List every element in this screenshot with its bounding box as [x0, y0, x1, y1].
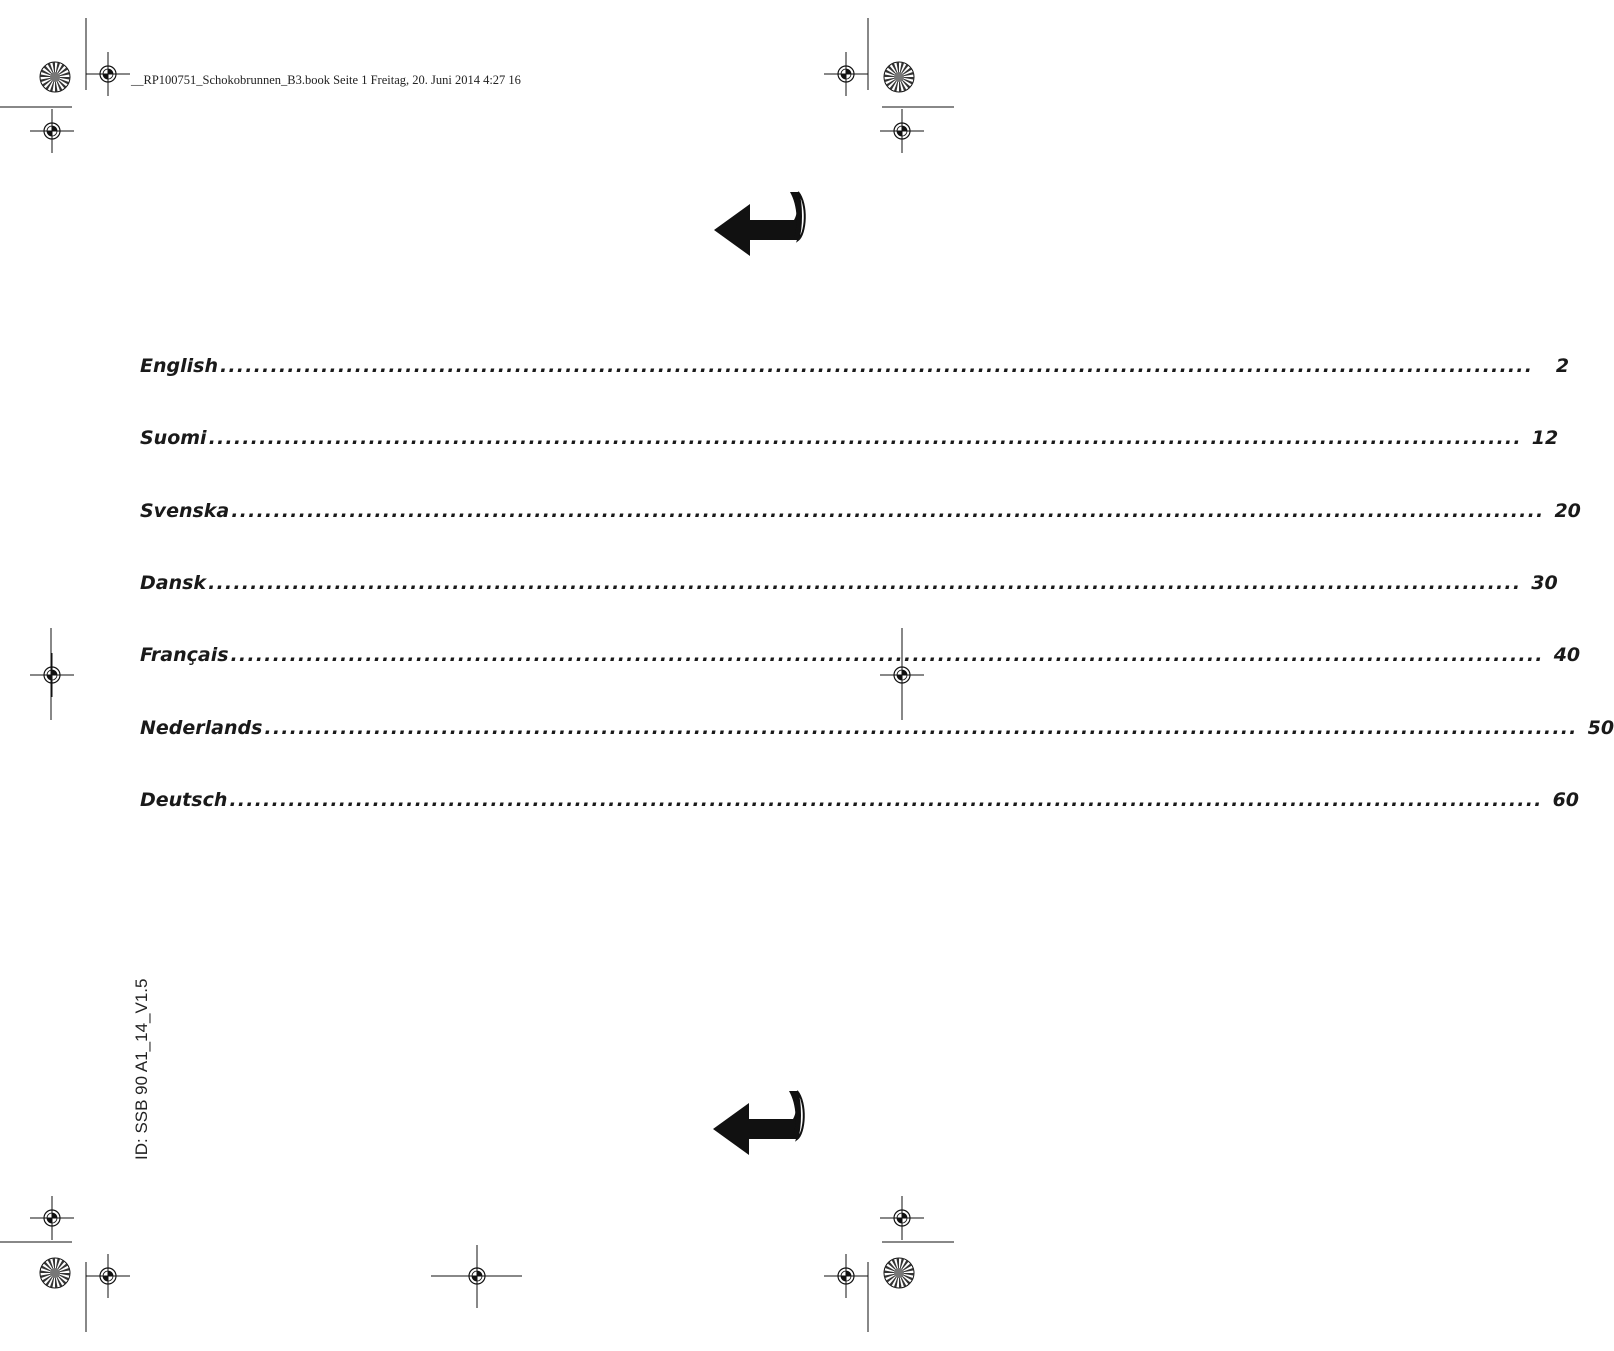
toc-entry-français[interactable] [140, 644, 1581, 674]
registration-mark-icon [30, 1196, 74, 1240]
toc-entry-label: English [140, 355, 218, 377]
starburst-target-icon [40, 1258, 70, 1288]
toc-entry-nederlands[interactable] [140, 717, 1614, 747]
toc-entry-label: Nederlands [140, 717, 263, 739]
registration-mark-icon [30, 109, 74, 153]
toc-entry-suomi[interactable] [140, 427, 1559, 457]
document-id: ID: SSB 90 A1_14_V1.5 [132, 978, 151, 1160]
toc-entry-page-number: 20 [1554, 500, 1581, 522]
toc-entry-page-number: 30 [1531, 572, 1558, 594]
registration-mark-icon [86, 1254, 130, 1298]
toc-leader-dots: ............................................................................................................................................................ [229, 789, 1543, 811]
toc-leader-dots: ............................................................................................................................................................ [230, 644, 1544, 666]
registration-mark-icon [86, 52, 130, 96]
toc-entry-label: Svenska [140, 500, 230, 522]
registration-mark-icon [880, 1196, 924, 1240]
toc-leader-dots: ............................................................................................................................................................ [264, 717, 1578, 739]
turn-page-arrow-icon[interactable] [712, 190, 806, 260]
toc-entry-page-number: 50 [1587, 717, 1614, 739]
toc-leader-dots: ............................................................................................................................................................ [231, 500, 1545, 522]
toc-entry-label: Deutsch [140, 789, 228, 811]
toc-entry-dansk[interactable] [140, 572, 1558, 602]
toc-entry-page-number: 60 [1552, 789, 1580, 811]
toc-entry-page-number: 2 [1555, 355, 1570, 377]
toc-entry-page-number: 12 [1531, 427, 1559, 449]
toc-entry-deutsch[interactable] [140, 789, 1580, 819]
registration-mark-icon [880, 109, 924, 153]
registration-mark-icon [824, 1254, 868, 1298]
toc-leader-dots: ............................................................................................................................................................ [208, 572, 1522, 594]
registration-mark-icon [824, 52, 868, 96]
starburst-target-icon [884, 1258, 914, 1288]
toc-entry-label: Suomi [140, 427, 207, 449]
toc-entry-page-number: 40 [1553, 644, 1581, 666]
book-info-line: __RP100751_Schokobrunnen_B3.book Seite 1 Freitag, 20. Juni 2014 4:27 16 [131, 73, 521, 87]
registration-mark-icon [30, 653, 74, 697]
turn-page-arrow-icon-bottom[interactable] [711, 1089, 805, 1159]
toc-entry-label: Dansk [140, 572, 207, 594]
starburst-target-icon [884, 62, 914, 92]
toc-entry-english[interactable] [140, 355, 1570, 385]
starburst-target-icon [40, 62, 70, 92]
toc-entry-svenska[interactable] [140, 500, 1581, 530]
toc-leader-dots: ............................................................................................................................................................ [219, 355, 1534, 377]
toc-entry-label: Français [140, 644, 229, 666]
toc-leader-dots: ............................................................................................................................................................ [208, 427, 1522, 449]
